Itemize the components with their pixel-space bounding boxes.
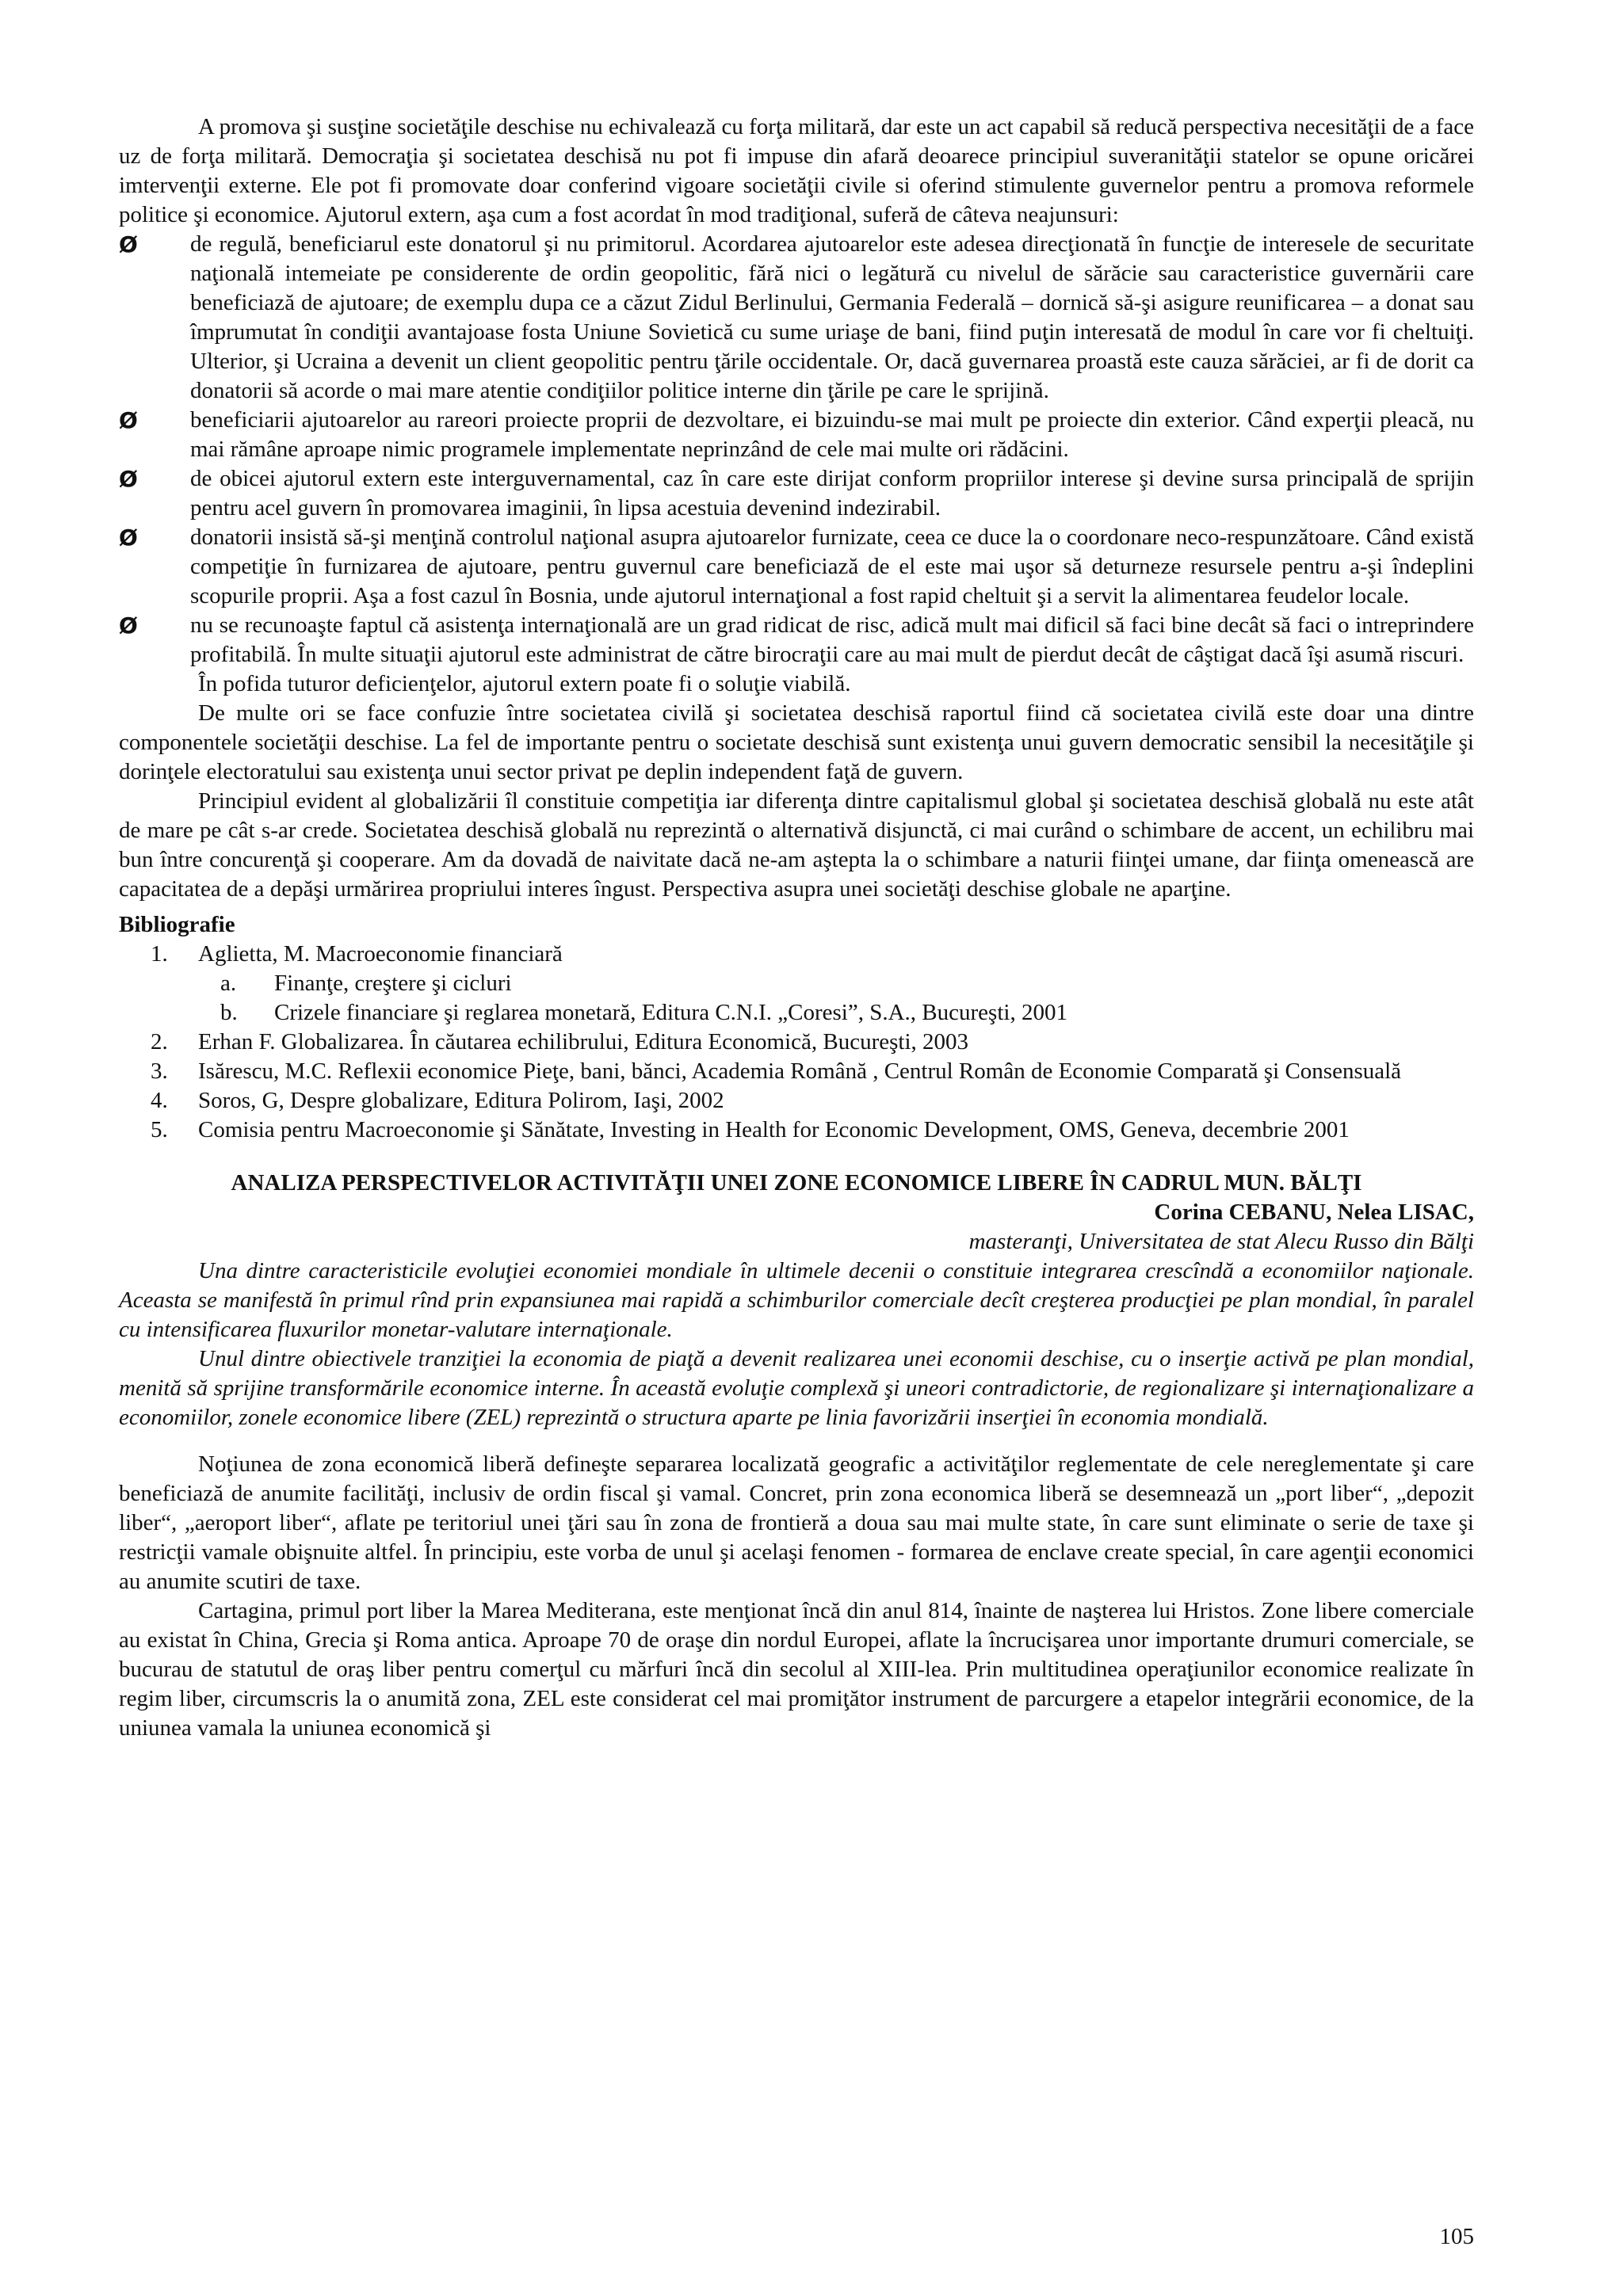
- intro-paragraph: A promova şi susţine societăţile deschise nu echivalează cu forţa militară, dar este un act capabil să reducă perspectiva necesităţii de a face uz de forţa militară. Democraţia şi societatea deschisă nu pot fi impuse din afară deoarece principiul suveranităţii statelor se opune oricărei imtervenţii externe. Ele pot fi promovate doar conferind vigoare societăţii civile si oferind stimulente guvernelor pentru a promova reformele politice şi economice. Ajutorul extern, aşa cum a fost acordat în mod tradiţional, suferă de câteva neajunsuri:: [119, 114, 1474, 227]
- bibliography-subitem: [119, 998, 1474, 1028]
- body-paragraph: De multe ori se face confuzie între societatea civilă şi societatea deschisă raportul fiind că societatea civilă este doar una dintre componentele societăţii deschise. La fel de importante pentru o societate deschisă sunt existenţa unui guvern democratic sensibil la necesităţile şi dorinţele electoratului sau existenţa unui sector privat pe deplin independent faţă de guvern.: [119, 700, 1474, 784]
- bibliography-number: 4.: [151, 1088, 168, 1113]
- article-authors: Corina CEBANU, Nelea LISAC,: [1154, 1199, 1474, 1225]
- abstract-paragraph: Una dintre caracteristicile evoluţiei economiei mondiale în ultimele decenii o constituie integrarea crescîndă a economiilor naţionale. Aceasta se manifestă în primul rînd prin expansiunea mai rapidă a schimburilor comerciale decît creşterea producţiei pe plan mondial, în paralel cu intensificarea fluxurilor monetar-valutare internaţionale.: [119, 1258, 1474, 1342]
- shortcomings-list: [119, 230, 1474, 669]
- bullet-arrow-icon: Ø: [119, 466, 138, 492]
- body-paragraph: În pofida tuturor deficienţelor, ajutorul extern poate fi o soluţie viabilă.: [198, 671, 851, 696]
- list-item-text: donatorii insistă să-şi menţină controlul naţional asupra ajutoarelor furnizate, ceea ce duce la o coordonare neco-respunzătoare. Când există competiţie în furnizarea de ajutoare, pentru guvernul care beneficiază de el este mai uşor să deturneze resursele pentru a-şi îndeplini scopurile proprii. Aşa a fost cazul în Bosnia, unde ajutorul internaţional a fost rapid cheltuit şi a servit la alimentarea feudelor locale.: [190, 524, 1474, 608]
- list-item: [119, 611, 1474, 669]
- bibliography-item: [119, 940, 1474, 969]
- bibliography-text: Finanţe, creştere şi cicluri: [274, 971, 512, 996]
- article-title: ANALIZA PERSPECTIVELOR ACTIVITĂŢII UNEI ZONE ECONOMICE LIBERE ÎN CADRUL MUN. BĂLŢI: [231, 1170, 1362, 1196]
- bullet-arrow-icon: Ø: [119, 612, 138, 639]
- bibliography-letter: b.: [220, 1000, 238, 1025]
- bibliography-text: Isărescu, M.C. Reflexii economice Pieţe, bani, bănci, Academia Română , Centrul Român de Economie Comparată şi Consensuală: [198, 1058, 1402, 1084]
- body-paragraph: Principiul evident al globalizării îl constituie competiţia iar diferenţa dintre capitalismul global şi societatea deschisă globală nu este atât de mare pe cât s-ar crede. Societatea deschisă globală nu reprezintă o alternativă disjunctă, ci mai curând o schimbare de accent, un echilibru mai bun între concurenţă şi cooperare. Am da dovadă de naivitate dacă ne-am aştepta la o schimbare a naturii fiinţei umane, dar fiinţa omenească are capacitatea de a depăşi urmărirea propriului interes îngust. Perspectiva asupra unei societăţi deschise globale ne aparţine.: [119, 788, 1474, 902]
- bullet-arrow-icon: Ø: [119, 407, 138, 433]
- bibliography-number: 2.: [151, 1029, 168, 1055]
- list-item-text: nu se recunoaşte faptul că asistenţa internaţională are un grad ridicat de risc, adică mult mai dificil să faci bine decât să faci o intreprindere profitabilă. În multe situaţii ajutorul este administrat de către birocraţii care au mai mult de pierdut decât de câştigat dacă îşi asumă riscuri.: [190, 612, 1474, 667]
- section-spacer: [119, 1432, 1474, 1450]
- page-number: 105: [1439, 2224, 1474, 2249]
- bibliography-text: Soros, G, Despre globalizare, Editura Polirom, Iaşi, 2002: [198, 1088, 724, 1113]
- bibliography-number: 5.: [151, 1117, 168, 1142]
- bibliography-item: [119, 1057, 1474, 1086]
- bibliography-text: Erhan F. Globalizarea. În căutarea echilibrului, Editura Economică, Bucureşti, 2003: [198, 1029, 969, 1055]
- article-paragraph: Cartagina, primul port liber la Marea Mediterana, este menţionat încă din anul 814, înainte de naşterea lui Hristos. Zone libere comerciale au existat în China, Grecia şi Roma antica. Aproape 70 de oraşe din nordul Europei, aflate la încrucişarea unor importante drumuri comerciale, se bucurau de statutul de oraş liber pentru comerţul cu mărfuri încă din secolul al XIII-lea. Prin multitudinea operaţiunilor economice realizate în regim liber, circumscris la o anumită zona, ZEL este considerat cel mai promiţător instrument de parcurgere a etapelor integrării economice, de la uniunea vamala la uniunea economică şi: [119, 1598, 1474, 1741]
- list-item-text: beneficiarii ajutoarelor au rareori proiecte proprii de dezvoltare, ei bizuindu-se mai mult pe proiecte din exterior. Când experţii pleacă, nu mai rămâne aproape nimic programele implementate neprinzând de cele mai multe ori rădăcini.: [190, 407, 1474, 462]
- bibliography-title: Bibliografie: [119, 912, 235, 937]
- list-item-text: de obicei ajutorul extern este interguvernamental, caz în care este dirijat conform propriilor interese şi devine sursa principală de sprijin pentru acel guvern în promovarea imaginii, în lipsa acestuia devenind indezirabil.: [190, 466, 1474, 521]
- bibliography-list: [119, 940, 1474, 1145]
- bibliography-subitem: [119, 969, 1474, 998]
- list-item: [119, 523, 1474, 611]
- bibliography-item: [119, 1086, 1474, 1116]
- bibliography-text: Comisia pentru Macroeconomie şi Sănătate, Investing in Health for Economic Development, OMS, Geneva, decembrie 2001: [198, 1117, 1350, 1142]
- article-affiliation: masteranţi, Universitatea de stat Alecu Russo din Bălţi: [968, 1229, 1474, 1254]
- list-item-text: de regulă, beneficiarul este donatorul şi nu primitorul. Acordarea ajutoarelor este adesea direcţionată în funcţie de interesele de securitate naţională intemeiate pe considerente de ordin geopolitic, fără nici o legătură cu nivelul de sărăcie sau caracteristice guvernării care beneficiază de ajutoare; de exemplu dupa ce a căzut Zidul Berlinului, Germania Federală – dornică să-şi asigure reunificarea – a donat sau împrumutat în condiţii avantajoase fosta Uniune Sovietică cu sume uriaşe de bani, fiind puţin interesată de modul în care vor fi cheltuiţi. Ulterior, şi Ucraina a devenit un client geopolitic pentru ţările occidentale. Or, dacă guvernarea proastă este cauza sărăciei, ar fi de dorit ca donatorii să acorde o mai mare atentie condiţiilor politice interne din ţările pe care le sprijină.: [190, 231, 1474, 403]
- bibliography-letter: a.: [220, 971, 237, 996]
- abstract-paragraph: Unul dintre obiectivele tranziţiei la economia de piaţă a devenit realizarea unei economii deschise, cu o inserţie activă pe plan mondial, menită să sprijine transformările economice interne. În această evoluţie complexă şi uneori contradictorie, de regionalizare şi internaţionalizare a economiilor, zonele economice libere (ZEL) reprezintă o structura aparte pe linia favorizării inserţiei în economia mondială.: [119, 1346, 1474, 1430]
- bibliography-text: Crizele financiare şi reglarea monetară, Editura C.N.I. „Coresi”, S.A., Bucureşti, 2001: [274, 1000, 1067, 1025]
- bibliography-item: [119, 1116, 1474, 1145]
- list-item: [119, 230, 1474, 406]
- bullet-arrow-icon: Ø: [119, 231, 138, 257]
- list-item: [119, 406, 1474, 464]
- article-paragraph: Noţiunea de zona economică liberă defineşte separarea localizată geografic a activităţilor reglementate de cele nereglementate şi care beneficiază de anumite facilităţi, inclusiv de ordin fiscal şi vamal. Concret, prin zona economica liberă se desemnează un „port liber“, „depozit liber“, „aeroport liber“, aflate pe teritoriul unei ţări sau în zona de frontieră a doua sau mai multe state, în care sunt eliminate o serie de taxe şi restricţii vamale obişnuite altfel. În principiu, este vorba de unul şi acelaşi fenomen - formarea de enclave create special, în care agenţii economici au anumite scutiri de taxe.: [119, 1451, 1474, 1594]
- list-item: [119, 464, 1474, 523]
- bullet-arrow-icon: Ø: [119, 524, 138, 551]
- page-content: [119, 113, 1474, 1743]
- bibliography-item: [119, 1028, 1474, 1057]
- bibliography-number: 3.: [151, 1058, 168, 1084]
- bibliography-number: 1.: [151, 941, 168, 967]
- bibliography-text: Aglietta, M. Macroeconomie financiară: [198, 941, 563, 967]
